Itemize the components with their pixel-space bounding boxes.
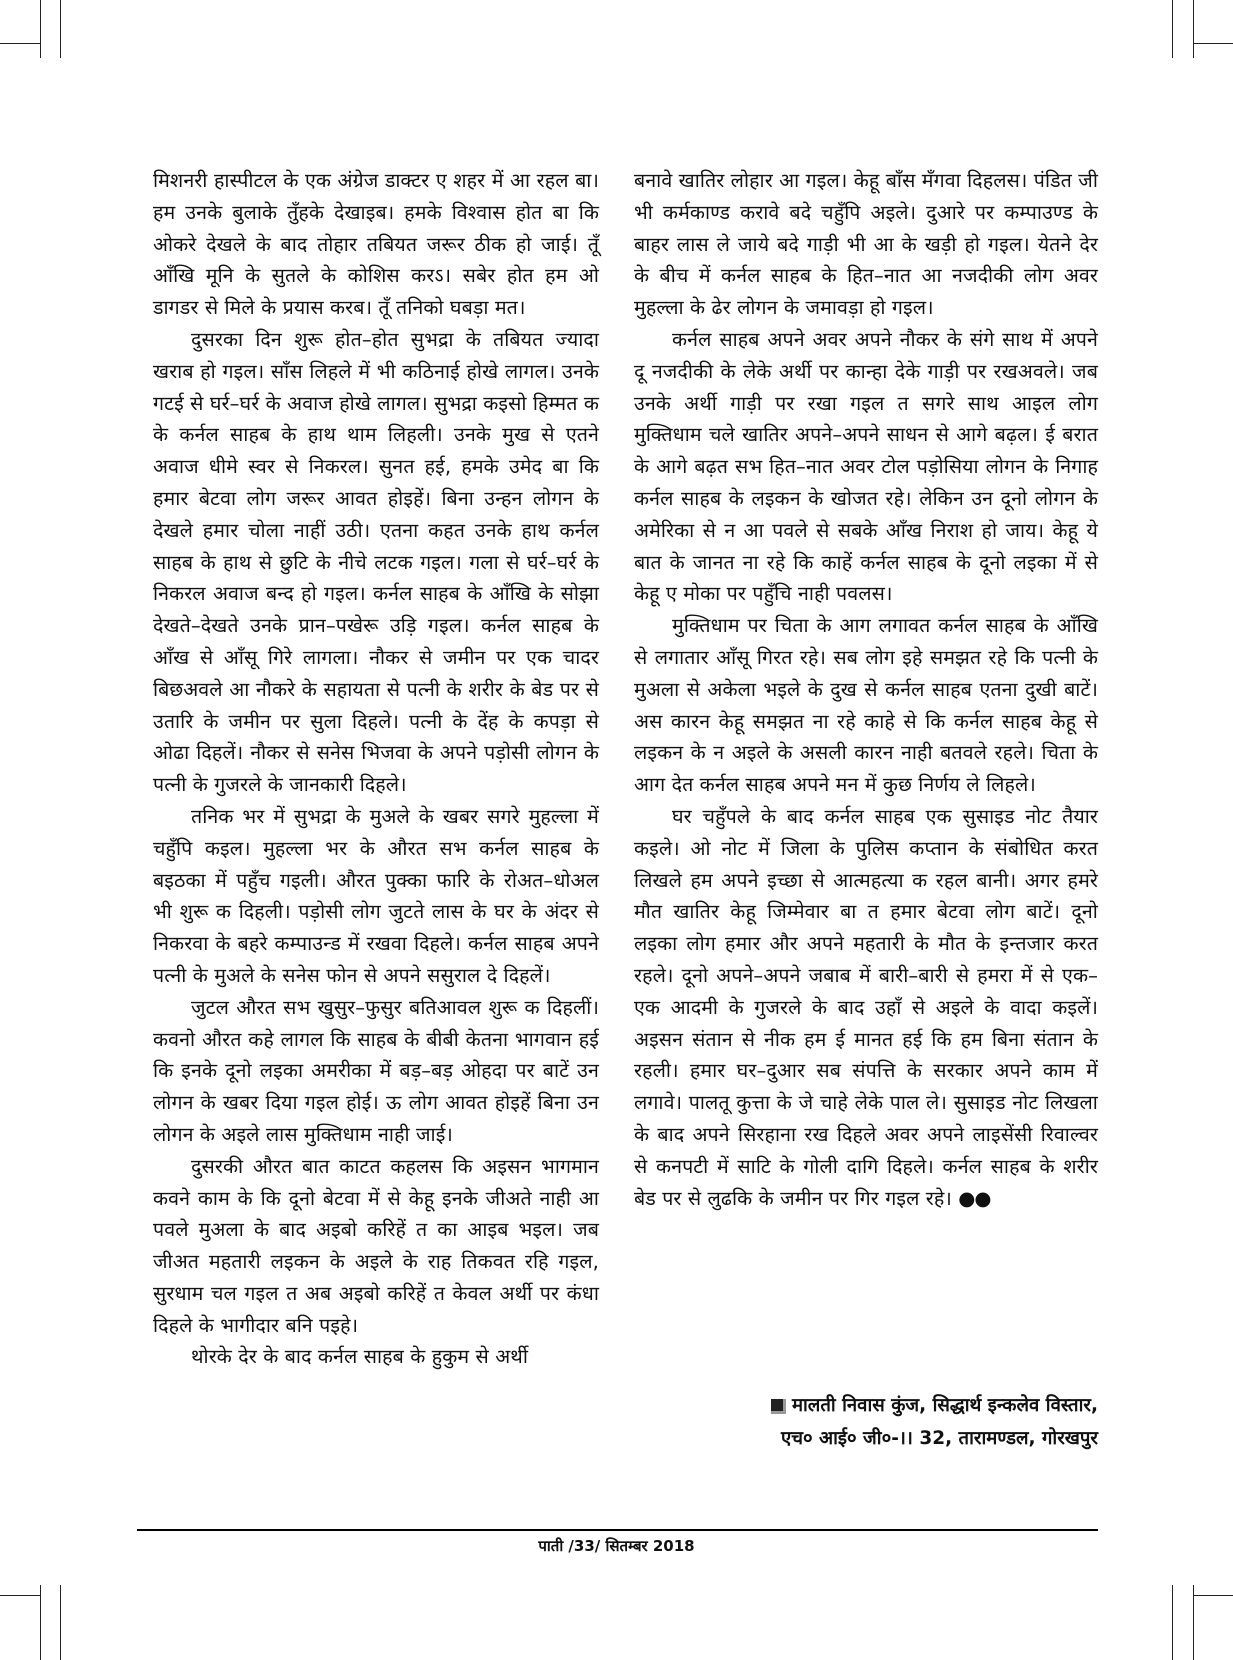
paragraph: मिशनरी हास्पीटल के एक अंग्रेज डाक्टर ए शहर में आ रहल बा। हम उनके बुलाके तुँहके देखाइब। हमके विश्वास होत बा कि ओकरे देखले के बाद तोहार तबियत जरूर ठीक हो जाई। तूँ आँखि मूनि के सुतले के कोशिस करऽ। सबेर होत हम ओ डागडर से मिले के प्रयास करब। तूँ तनिको घबड़ा मत।: [153, 169, 599, 320]
crop-mark: [40, 0, 41, 58]
crop-mark: [60, 1585, 61, 1660]
address-line-1-text: मालती निवास कुंज, सिद्धार्थ इन्कलेव विस्तार,: [791, 1395, 1098, 1416]
crop-mark: [1193, 0, 1194, 58]
footer-rule: [137, 1529, 1098, 1531]
paragraph: बनावे खातिर लोहार आ गइल। केहू बाँस मँगवा दिहलस। पंडित जी भी कर्मकाण्ड करावे बदे चहुँपि अइले। दुआरे पर कम्पाउण्ड के बाहर लास ले जाये बदे गाड़ी भी आ के खड़ी हो गइल। येतने देर के बीच में कर्नल साहब के हित–नात आ नजदीकी लोग अवर मुहल्ला के ढेर लोगन के जमावड़ा हो गइल।: [634, 169, 1098, 320]
left-column: [153, 165, 599, 1373]
end-mark: ●●: [958, 1186, 991, 1210]
paragraph: दुसरका दिन शुरू होत–होत सुभद्रा के तबियत ज्यादा खराब हो गइल। साँस लिहले में भी कठिनाई होखे लागल। उनके गटई से घर्र–घर्र के अवाज होखे लागल। सुभद्रा कइसो हिम्मत क के कर्नल साहब के हाथ थाम लिहली। उनके मुख से एतने अवाज धीमे स्वर से निकरल। सुनत हई, हमके उमेद बा कि हमार बेटवा लोग जरूर आवत होइहें। बिना उन्हन लोगन के देखले हमार चोला नाहीं उठी। एतना कहत उनके हाथ कर्नल साहब के हाथ से छुटि के नीचे लटक गइल। गला से घर्र–घर्र के निकरल अवाज बन्द हो गइल। कर्नल साहब के आँखि के सोझा देखते–देखते उनके प्रान–पखेरू उड़ि गइल। कर्नल साहब के आँख से आँसू गिरे लागला। नौकर से जमीन पर एक चादर बिछअवले आ नौकरे के सहायता से पत्नी के शरीर के बेड पर से उतारि के जमीन पर सुला दिहले। पत्नी के देंह के कपड़ा से ओढा दिहलें। नौकर से सनेस भिजवा के अपने पड़ोसी लोगन के पत्नी के गुजरले के जानकारी दिहले।: [153, 327, 599, 797]
crop-mark: [60, 0, 61, 58]
paragraph: मुक्तिधाम पर चिता के आग लगावत कर्नल साहब के आँखि से लगातार आँसू गिरत रहे। सब लोग इहे समझत रहे कि पत्नी के मुअला से अकेला भइले के दुख से कर्नल साहब एतना दुखी बाटें। अस कारन केहू समझत ना रहे काहे से कि कर्नल साहब केहू से लइकन के न अइले के असली कारन नाही बतवले रहले। चिता के आग देत कर्नल साहब अपने मन में कुछ निर्णय ले लिहले।: [634, 614, 1098, 797]
paragraph: जुटल औरत सभ खुसुर–फुसुर बतिआवल शुरू क दिहलीं। कवनो औरत कहे लागल कि साहब के बीबी केतना भागवान हई कि इनके दूनो लइका अमरीका में बड़–बड़ ओहदा पर बाटें उन लोगन के खबर दिया गइल होई। ऊ लोग आवत होइहें बिना उन लोगन के अइले लास मुक्तिधाम नाही जाई।: [153, 995, 599, 1146]
crop-mark: [0, 43, 40, 44]
address-line-2: एच० आई० जी०-।। 32, तारामण्डल, गोरखपुर: [780, 1428, 1098, 1449]
paragraph-text: घर चहुँपले के बाद कर्नल साहब एक सुसाइड नोट तैयार कइले। ओ नोट में जिला के पुलिस कप्तान के संबोधित करत लिखले हम अपने इच्छा से आत्महत्या क रहल बानी। अगर हमरे मौत खातिर केहू जिम्मेवार बा त हमार बेटवा लोग बाटें। दूनो लइका लोग हमार और अपने महतारी के मौत के इन्तजार करत रहले। दूनो अपने–अपने जबाब में बारी–बारी से हमरा में से एक–एक आदमी के गुजरले के बाद उहाँ से अइले के वादा कइलें। अइसन संतान से नीक हम ई मानत हई कि हम बिना संतान के रहली। हमार घर–दुआर सब संपत्ति के सरकार अपने काम में लगावे। पालतू कुत्ता के जे चाहे लेके पाल ले। सुसाइड नोट लिखला के बाद अपने सिरहाना रख दिहले अवर अपने लाइसेंसी रिवाल्वर से कनपटी में साटि के गोली दागि दिहले। कर्नल साहब के शरीर बेड पर से लुढकि के जमीन पर गिर गइल रहे।: [634, 804, 1098, 1210]
page-footer: पाती /33/ सितम्बर 2018: [538, 1537, 695, 1555]
address-line-1: [740, 1389, 1098, 1422]
paragraph: दुसरकी औरत बात काटत कहलस कि अइसन भागमान कवने काम के कि दूनो बेटवा में से केहू इनके जीअते नाही आ पवले मुअला के बाद अइबो करिहें त का आइब भइल। जब जीअत महतारी लइकन के अइले के राह तिकवत रहि गइल, सुरधाम चल गइल त अब अइबो करिहें त केवल अर्थी पर कंधा दिहले के भागीदार बनि पइहे।: [153, 1154, 599, 1337]
crop-mark: [1172, 1585, 1173, 1660]
crop-mark: [1193, 1585, 1194, 1660]
crop-mark: [0, 1595, 40, 1596]
paragraph: तनिक भर में सुभद्रा के मुअले के खबर सगरे मुहल्ला में चहुँपि कइल। मुहल्ला भर के औरत सभ कर्नल साहब के बइठका में पहुँच गइली। औरत पुक्का फारि के रोअत–धोअल भी शुरू क दिहली। पड़ोसी लोग जुटते लास के घर के अंदर से निकरवा के बहरे कम्पाउन्ड में रखवा दिहले। कर्नल साहब अपने पत्नी के मुअले के सनेस फोन से अपने ससुराल दे दिहलें।: [153, 804, 599, 987]
author-address: [740, 1389, 1098, 1455]
square-bullet-icon: [771, 1399, 786, 1414]
crop-mark: [1193, 1595, 1233, 1596]
paragraph: [634, 801, 1098, 1214]
crop-mark: [40, 1585, 41, 1660]
paragraph: कर्नल साहब अपने अवर अपने नौकर के संगे साथ में अपने दू नजदीकी के लेके अर्थी पर कान्हा देके गाड़ी पर रखअवले। जब उनके अर्थी गाड़ी पर रखा गइल त सगरे साथ आइल लोग मुक्तिधाम चले खातिर अपने–अपने साधन से आगे बढ़ल। ई बरात के आगे बढ़त सभ हित–नात अवर टोल पड़ोसिया लोगन के निगाह कर्नल साहब के लइकन के खोजत रहे। लेकिन उन दूनो लोगन के अमेरिका से न आ पवले से सबके आँख निराश हो जाय। केहू ये बात के जानत ना रहे कि काहें कर्नल साहब के दूनो लइका में से केहू ए मोका पर पहुँचि नाही पवलस।: [634, 327, 1098, 606]
crop-mark: [1193, 43, 1233, 44]
crop-mark: [1172, 0, 1173, 58]
paragraph: थोरके देर के बाद कर्नल साहब के हुकुम से अर्थी: [191, 1345, 528, 1369]
right-column: [634, 165, 1098, 1214]
